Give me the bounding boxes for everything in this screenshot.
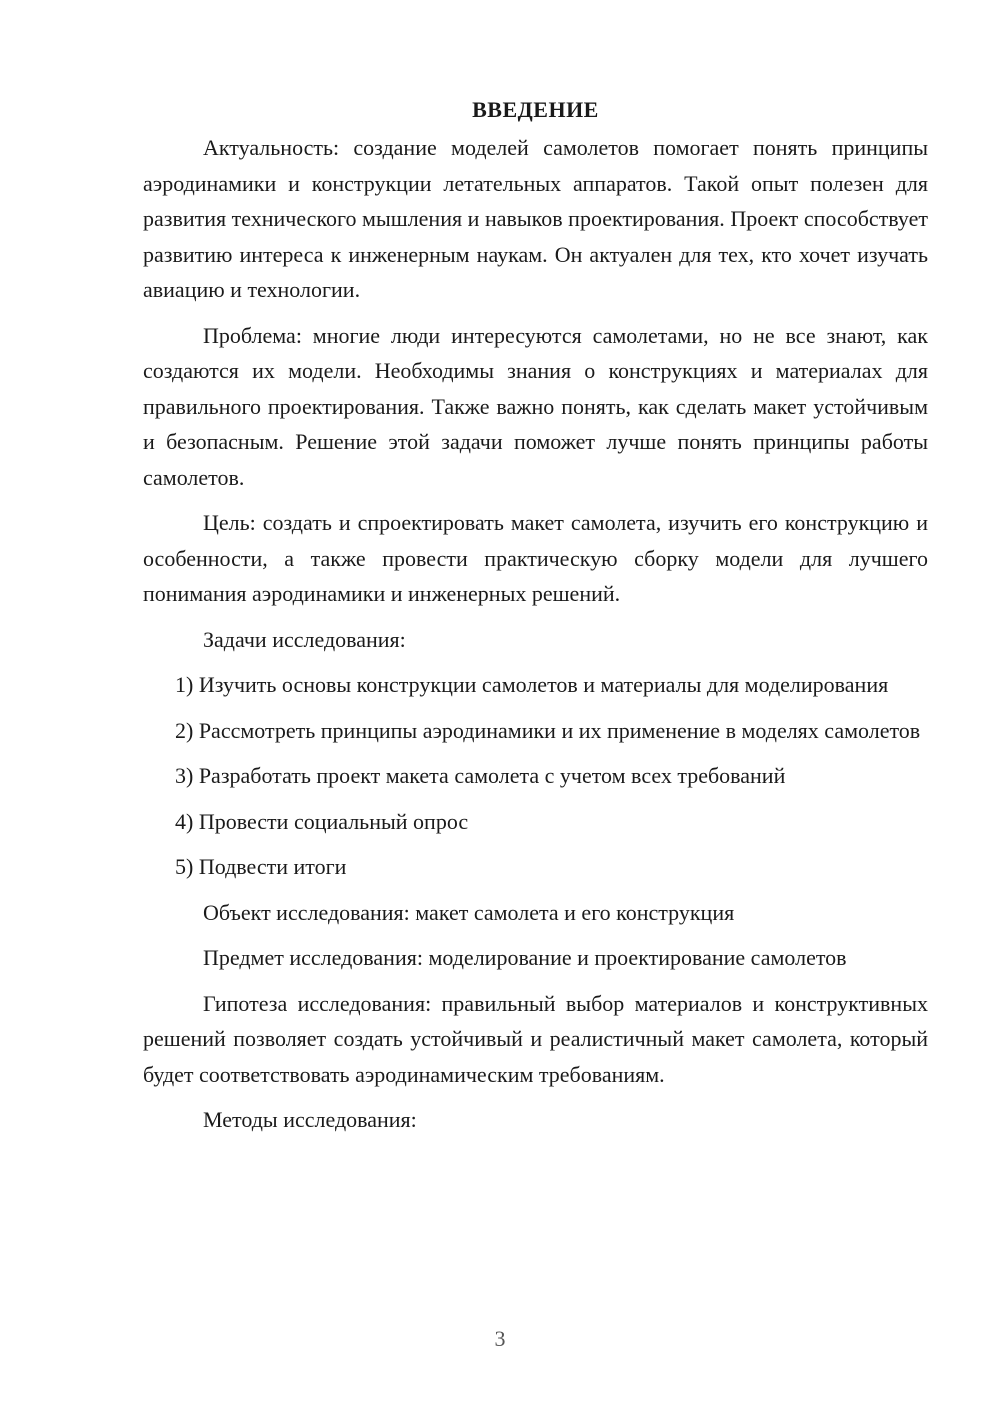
list-item: 3) Разработать проект макета самолета с учетом всех требований	[175, 763, 786, 788]
list-item: 2) Рассмотреть принципы аэродинамики и их применение в моделях самолетов	[175, 717, 921, 743]
methods-heading: Методы исследования:	[203, 1107, 417, 1132]
list-item: 1) Изучить основы конструкции самолетов и материалы для моделирования	[175, 672, 889, 697]
page-number: 3	[494, 1326, 506, 1351]
document-page	[143, 92, 928, 1148]
subject-paragraph: Предмет исследования: моделирование и проектирование самолетов	[203, 945, 847, 970]
object-paragraph: Объект исследования: макет самолета и его конструкция	[203, 899, 735, 925]
tasks-list	[143, 667, 928, 885]
problem-paragraph: Проблема: многие люди интересуются самолетами, но не все знают, как создаются их модели. Необходимы знания о конструкциях и материалах для правильного проектирования. Также важно понять, как сделать макет устойчивым и безопасным. Решение этой задачи поможет лучше понять принципы работы самолетов.	[143, 322, 928, 490]
goal-paragraph: Цель: создать и спроектировать макет самолета, изучить его конструкцию и особенности, а также провести практическую сборку модели для лучшего понимания аэродинамики и инженерных решений.	[143, 510, 928, 606]
list-item: 5) Подвести итоги	[175, 854, 347, 879]
tasks-heading: Задачи исследования:	[203, 626, 406, 652]
page-title: ВВЕДЕНИЕ	[472, 97, 599, 122]
hypothesis-paragraph: Гипотеза исследования: правильный выбор материалов и конструктивных решений позволяет создать устойчивый и реалистичный макет самолета, который будет соответствовать аэродинамическим требованиям.	[143, 990, 928, 1087]
relevance-paragraph: Актуальность: создание моделей самолетов помогает понять принципы аэродинамики и конструкции летательных аппаратов. Такой опыт полезен для развития технического мышления и навыков проектирования. Проект способствует развитию интереса к инженерным наукам. Он актуален для тех, кто хочет изучать авиацию и технологии.	[143, 135, 928, 302]
list-item: 4) Провести социальный опрос	[175, 808, 469, 834]
